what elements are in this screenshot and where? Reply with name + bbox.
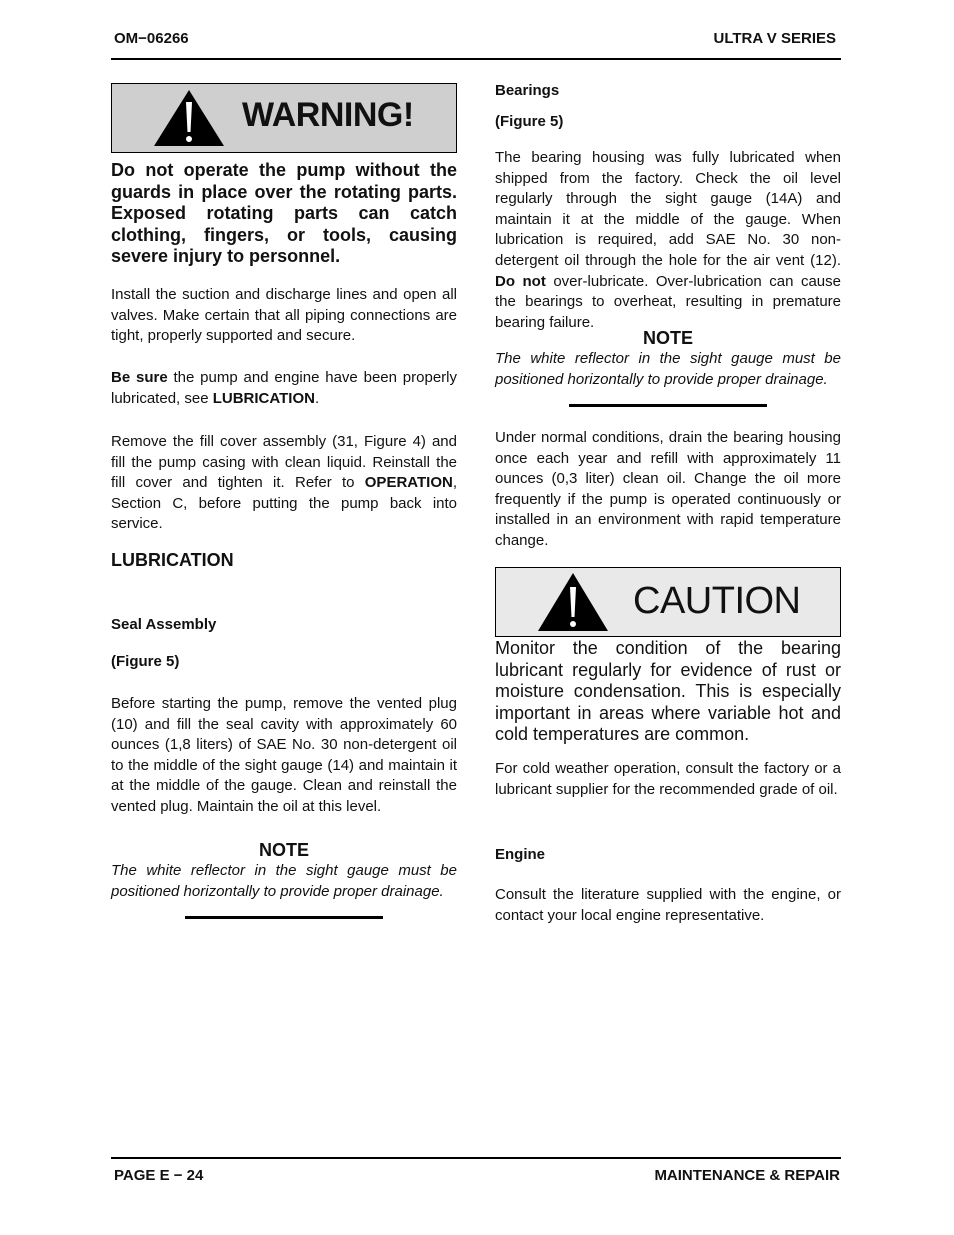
warning-message	[111, 160, 457, 268]
seal-assembly-heading: Seal Assembly	[111, 616, 217, 633]
caution-text: Monitor the condition of the bearing lubricant regularly for evidence of rust or moisture condensation. This is especially important in areas where variable hot and cold temperatures are common.	[495, 638, 841, 745]
cold-weather-text: For cold weather operation, consult the factory or a lubricant supplier for the recommended grade of oil.	[495, 760, 841, 798]
caution-triangle-icon	[536, 571, 610, 633]
fill-cover-end: , Section C, before putting the pump back into service.	[111, 474, 457, 533]
paragraph-fill-cover	[111, 432, 457, 535]
header-series: ULTRA V SERIES	[713, 30, 836, 47]
warning-text: Do not operate the pump without the guards in place over the rotating parts. Exposed rotating parts can catch clothing, fingers, or tools, causing severe injury to personnel.	[111, 160, 457, 267]
caution-message	[495, 638, 841, 746]
paragraph-install	[111, 285, 457, 347]
install-text: Install the suction and discharge lines and open all valves. Make certain that all piping connections are tight, properly supported and secure.	[111, 286, 457, 345]
note-left-rule	[185, 916, 383, 919]
bearings-text-1: The bearing housing was fully lubricated when shipped from the factory. Check the oil level regularly through the sight gauge (14A) and maintain it at the middle of the gauge. When lubrication is required, add SAE No. 30 non-detergent oil through the hole for the air vent (12).	[495, 149, 841, 269]
be-sure-text: the pump and engine have been properly lubricated, see	[111, 369, 457, 407]
footer-page-number: PAGE E − 24	[114, 1167, 204, 1184]
bearings-heading: Bearings	[495, 82, 560, 99]
note-left-text: The white reflector in the sight gauge must be positioned horizontally to provide proper drainage.	[111, 862, 457, 900]
paragraph-drain	[495, 428, 841, 552]
lubrication-heading: LUBRICATION	[111, 550, 234, 570]
lubrication-ref: LUBRICATION	[212, 389, 315, 407]
paragraph-be-sure	[111, 368, 457, 409]
header-rule	[111, 58, 841, 60]
seal-text: Before starting the pump, remove the vented plug (10) and fill the seal cavity with approximately 60 ounces (1,8 liters) of SAE No. 30 non-detergent oil to the middle of the sight gauge (14) and maintain it at the middle of the gauge. Clean and reinstall the vented plug. Maintain the oil at this level.	[111, 695, 457, 815]
bearings-figure-ref: (Figure 5)	[495, 113, 564, 130]
be-sure-bold: Be sure	[111, 369, 168, 386]
note-right	[495, 328, 841, 390]
do-not-bold: Do not	[495, 272, 546, 290]
header-doc-number: OM−06266	[114, 30, 189, 47]
note-left-title: NOTE	[258, 840, 309, 860]
seal-figure-ref: (Figure 5)	[111, 653, 180, 670]
warning-box	[111, 83, 457, 153]
caution-box	[495, 567, 841, 637]
warning-label: WARNING!	[242, 96, 414, 134]
bearings-text-2: over-lubricate. Over-lubrication can cause the bearings to overheat, resulting in premature bearing failure.	[495, 272, 841, 331]
footer-section: MAINTENANCE & REPAIR	[654, 1167, 840, 1184]
paragraph-bearings	[495, 148, 841, 333]
paragraph-seal	[111, 694, 457, 818]
engine-heading: Engine	[495, 846, 546, 863]
note-right-title: NOTE	[642, 328, 693, 348]
paragraph-engine	[495, 885, 841, 926]
warning-triangle-icon	[152, 88, 226, 148]
note-right-rule	[569, 404, 767, 407]
paragraph-cold-weather	[495, 759, 841, 800]
engine-text: Consult the literature supplied with the engine, or contact your local engine representative.	[495, 886, 841, 924]
caution-label: CAUTION	[633, 580, 801, 622]
operation-ref: OPERATION	[364, 474, 453, 492]
be-sure-end: .	[314, 389, 320, 407]
fill-cover-text: Remove the fill cover assembly (31, Figure 4) and fill the pump casing with clean liquid. Reinstall the fill cover and tighten it. Refer to	[111, 433, 457, 492]
footer-rule	[111, 1157, 841, 1159]
note-left	[111, 840, 457, 902]
note-right-text: The white reflector in the sight gauge must be positioned horizontally to provide proper drainage.	[495, 350, 841, 388]
drain-text: Under normal conditions, drain the bearing housing once each year and refill with approximately 11 ounces (0,3 liter) clean oil. Change the oil more frequently if the pump is operated continuously or installed in an environment with rapid temperature change.	[495, 429, 841, 549]
